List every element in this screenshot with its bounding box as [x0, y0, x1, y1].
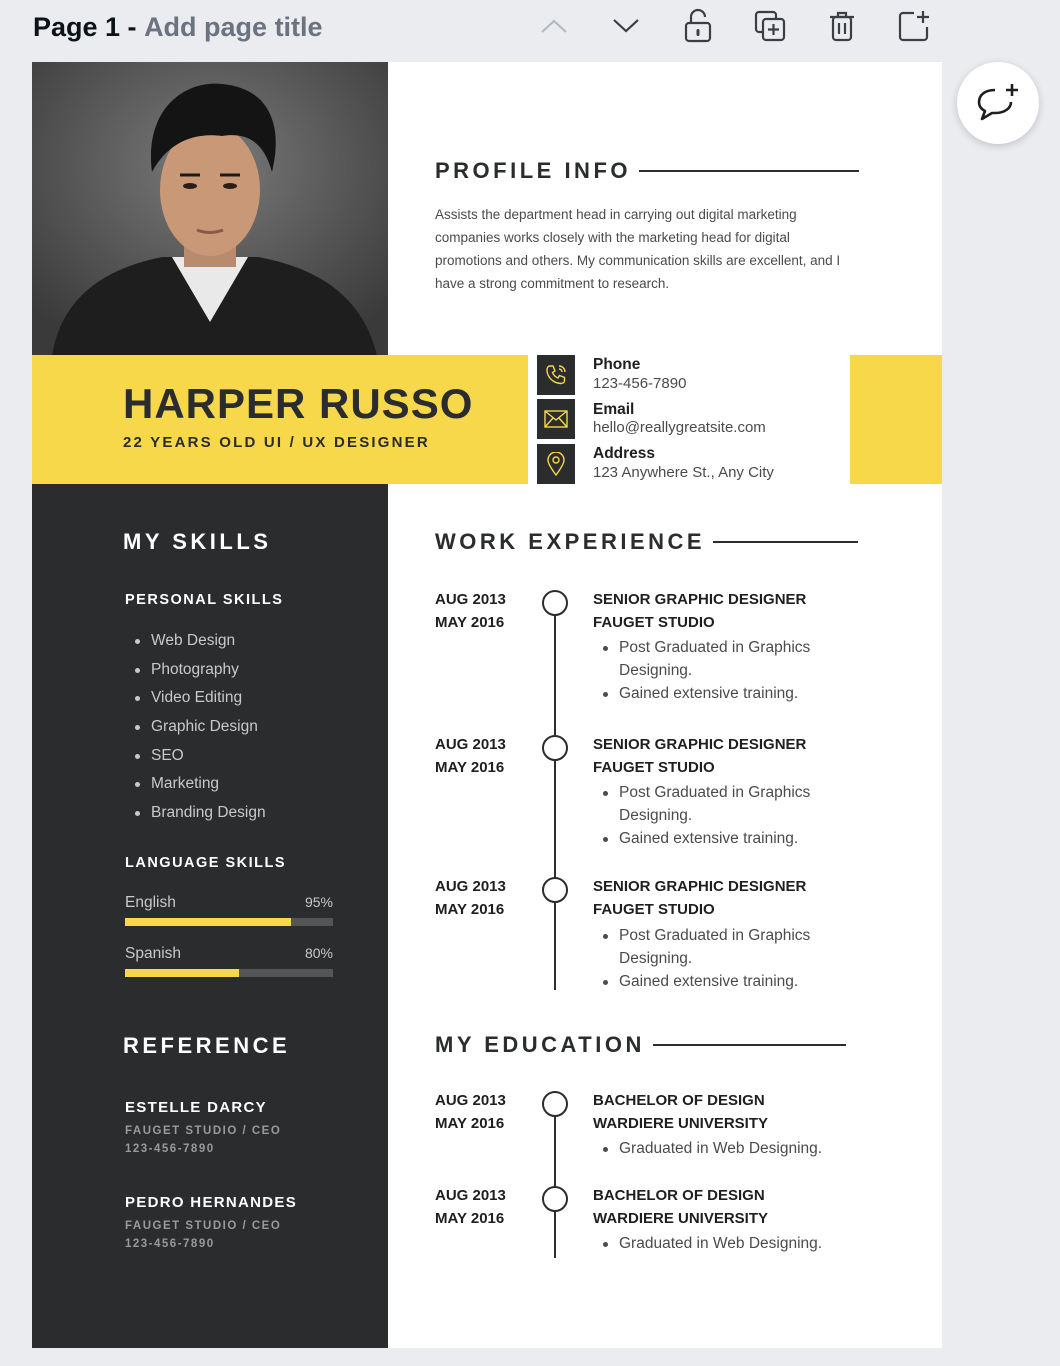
profile-text[interactable]: Assists the department head in carrying out digital marketing companies works closely with the marketing head for digital promotions and others. My communication skills are excellent, and I have a strong commitment to research. — [435, 207, 841, 291]
progress-fill — [125, 918, 291, 926]
location-icon-box — [537, 444, 575, 484]
timeline-dot — [542, 735, 568, 761]
candidate-tagline[interactable]: 22 YEARS OLD UI / UX DESIGNER — [123, 434, 430, 451]
portrait-image — [32, 62, 388, 356]
email-label: Email — [593, 401, 635, 418]
list-item: Post Graduated in Graphics Designing. — [603, 781, 863, 827]
move-page-down-button[interactable] — [606, 4, 646, 48]
timeline-dot — [542, 1186, 568, 1212]
sidebar — [32, 484, 388, 1348]
delete-page-button[interactable] — [822, 4, 862, 48]
move-page-up-button[interactable] — [534, 4, 574, 48]
work-bullets[interactable] — [603, 781, 863, 850]
language-percent: 95% — [304, 894, 333, 910]
work-dates[interactable] — [435, 733, 506, 779]
page-toolbar — [0, 0, 1060, 56]
profile-photo[interactable] — [32, 62, 388, 356]
reference-heading[interactable]: REFERENCE — [123, 1033, 291, 1058]
accent-block — [850, 355, 942, 484]
work-bullets[interactable] — [603, 636, 863, 705]
work-heading-text: WORK EXPERIENCE — [435, 529, 706, 554]
resume-page[interactable] — [32, 62, 942, 1348]
progress-track — [125, 918, 333, 926]
job-role: SENIOR GRAPHIC DESIGNER — [593, 878, 807, 895]
end-date: MAY 2016 — [435, 1210, 505, 1227]
reference-phone: 123-456-7890 — [125, 1143, 215, 1155]
work-title[interactable] — [593, 733, 806, 779]
list-item: Marketing — [135, 772, 266, 801]
reference-name[interactable]: ESTELLE DARCY — [125, 1099, 267, 1116]
start-date: AUG 2013 — [435, 736, 506, 753]
chevron-up-icon — [540, 18, 568, 34]
work-heading[interactable] — [435, 529, 858, 555]
phone-value[interactable]: 123-456-7890 — [593, 375, 687, 392]
reference-phone: 123-456-7890 — [125, 1238, 215, 1250]
education-title[interactable] — [593, 1089, 768, 1135]
list-item: Web Design — [135, 629, 266, 658]
personal-skills-heading[interactable]: PERSONAL SKILLS — [125, 592, 284, 608]
reference-name[interactable]: PEDRO HERNANDES — [125, 1194, 298, 1211]
start-date: AUG 2013 — [435, 591, 506, 608]
education-dates[interactable] — [435, 1184, 506, 1230]
job-company: FAUGET STUDIO — [593, 614, 715, 631]
list-item: Post Graduated in Graphics Designing. — [603, 924, 863, 970]
work-title[interactable] — [593, 875, 806, 921]
work-title[interactable] — [593, 588, 806, 634]
email-value[interactable]: hello@reallygreatsite.com — [593, 419, 766, 436]
address-label: Address — [593, 445, 656, 462]
timeline-dot — [542, 877, 568, 903]
education-bullets[interactable] — [603, 1232, 863, 1255]
unlock-icon — [683, 8, 713, 44]
phone-label: Phone — [593, 356, 641, 373]
location-pin-icon — [546, 452, 566, 476]
page-number: Page 1 - — [33, 12, 137, 42]
language-spanish[interactable] — [125, 945, 333, 967]
degree: BACHELOR OF DESIGN — [593, 1092, 765, 1109]
add-comment-icon — [975, 82, 1021, 124]
lock-page-button[interactable] — [678, 4, 718, 48]
heading-rule — [639, 170, 859, 172]
school: WARDIERE UNIVERSITY — [593, 1210, 769, 1227]
work-dates[interactable] — [435, 875, 506, 921]
list-item: Branding Design — [135, 801, 266, 830]
job-company: FAUGET STUDIO — [593, 759, 715, 776]
timeline-dot — [542, 1091, 568, 1117]
list-item: SEO — [135, 744, 266, 773]
list-item: Photography — [135, 658, 266, 687]
list-item: Gained extensive training. — [603, 827, 863, 850]
add-page-icon — [897, 9, 931, 43]
reference-company: FAUGET STUDIO / CEO — [125, 1125, 282, 1137]
education-bullets[interactable] — [603, 1137, 863, 1160]
job-role: SENIOR GRAPHIC DESIGNER — [593, 591, 807, 608]
phone-icon-box — [537, 355, 575, 395]
page-title[interactable] — [33, 9, 323, 45]
work-bullets[interactable] — [603, 924, 863, 993]
address-value[interactable]: 123 Anywhere St., Any City — [593, 464, 774, 481]
list-item: Graduated in Web Designing. — [603, 1137, 863, 1160]
list-item: Video Editing — [135, 686, 266, 715]
heading-rule — [713, 541, 858, 543]
add-page-button[interactable] — [894, 4, 934, 48]
language-percent: 80% — [304, 945, 333, 961]
list-item: Gained extensive training. — [603, 682, 863, 705]
education-heading[interactable] — [435, 1032, 846, 1058]
end-date: MAY 2016 — [435, 901, 505, 918]
end-date: MAY 2016 — [435, 614, 505, 631]
page-title-placeholder[interactable]: Add page title — [144, 12, 323, 42]
profile-heading-text: PROFILE INFO — [435, 158, 631, 183]
profile-heading[interactable] — [435, 158, 859, 184]
school: WARDIERE UNIVERSITY — [593, 1115, 769, 1132]
add-comment-button[interactable] — [957, 62, 1039, 144]
skills-heading[interactable]: MY SKILLS — [123, 529, 272, 554]
timeline-line — [554, 603, 556, 990]
candidate-name[interactable]: HARPER RUSSO — [123, 380, 474, 427]
mail-icon-box — [537, 399, 575, 439]
timeline-line — [554, 1104, 556, 1258]
end-date: MAY 2016 — [435, 759, 505, 776]
language-english[interactable] — [125, 894, 333, 916]
language-name: English — [125, 894, 176, 911]
mail-icon — [544, 410, 568, 428]
chevron-down-icon — [612, 18, 640, 34]
language-name: Spanish — [125, 945, 182, 962]
heading-rule — [653, 1044, 846, 1046]
job-company: FAUGET STUDIO — [593, 901, 715, 918]
phone-icon — [544, 363, 568, 387]
duplicate-page-icon — [753, 9, 787, 43]
education-heading-text: MY EDUCATION — [435, 1032, 645, 1057]
job-role: SENIOR GRAPHIC DESIGNER — [593, 736, 807, 753]
language-skills-heading[interactable]: LANGUAGE SKILLS — [125, 855, 287, 871]
end-date: MAY 2016 — [435, 1115, 505, 1132]
trash-icon — [827, 9, 857, 43]
reference-company: FAUGET STUDIO / CEO — [125, 1220, 282, 1232]
start-date: AUG 2013 — [435, 1187, 506, 1204]
degree: BACHELOR OF DESIGN — [593, 1187, 765, 1204]
start-date: AUG 2013 — [435, 878, 506, 895]
duplicate-page-button[interactable] — [750, 4, 790, 48]
list-item: Post Graduated in Graphics Designing. — [603, 636, 863, 682]
work-dates[interactable] — [435, 588, 506, 634]
timeline-dot — [542, 590, 568, 616]
education-title[interactable] — [593, 1184, 768, 1230]
list-item: Graphic Design — [135, 715, 266, 744]
progress-track — [125, 969, 333, 977]
list-item: Graduated in Web Designing. — [603, 1232, 863, 1255]
personal-skills-list[interactable] — [135, 629, 266, 830]
education-dates[interactable] — [435, 1089, 506, 1135]
progress-fill — [125, 969, 239, 977]
list-item: Gained extensive training. — [603, 970, 863, 993]
start-date: AUG 2013 — [435, 1092, 506, 1109]
